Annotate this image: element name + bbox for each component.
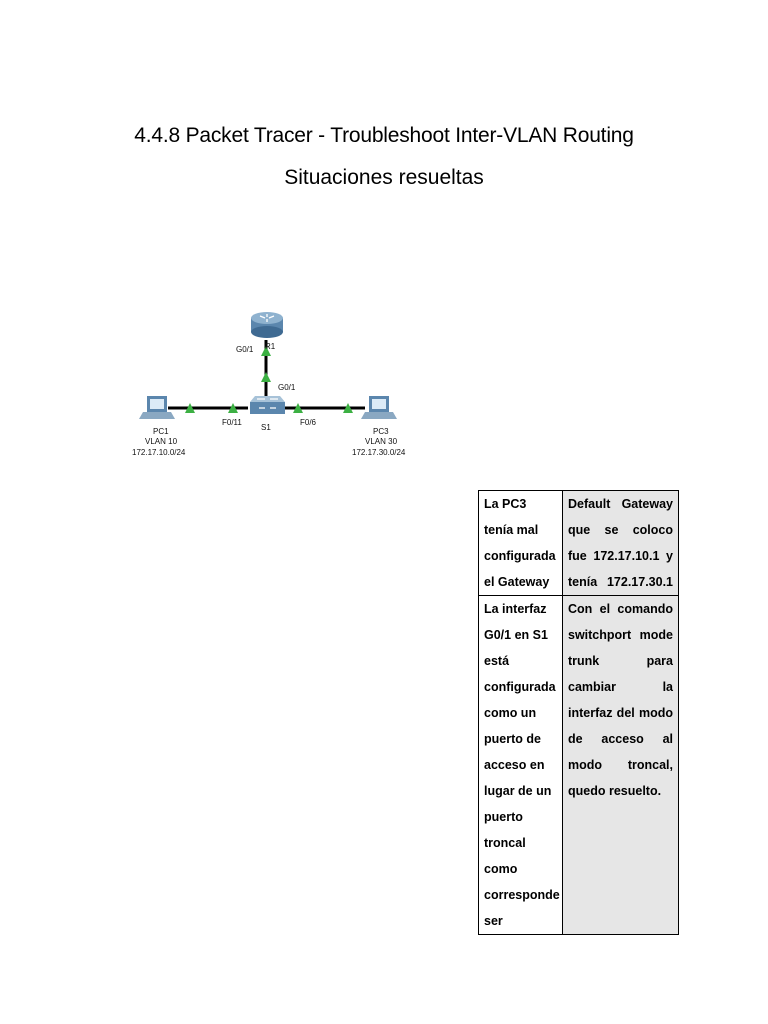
solution-cell: Con el comando switchport mode trunk para cambiar la interfaz del modo de acceso al modo troncal, quedo resuelto. (563, 596, 679, 935)
pc1-vlan-label: VLAN 10 (145, 437, 178, 446)
pc3-computer-icon[interactable] (361, 396, 397, 419)
problem-cell: La PC3 tenía mal configurada el Gateway (479, 491, 563, 596)
router-icon[interactable] (251, 312, 283, 338)
switch-uplink-label: G0/1 (278, 383, 296, 392)
pc3-vlan-label: VLAN 30 (365, 437, 398, 446)
router-port-label: G0/1 (236, 345, 254, 354)
troubleshooting-table (478, 490, 679, 935)
router-name-label: R1 (265, 342, 276, 351)
pc3-name-label: PC3 (373, 427, 389, 436)
table-row (479, 596, 679, 935)
table-row (479, 491, 679, 596)
pc1-port-label: F0/11 (222, 418, 242, 427)
solution-cell: Default Gateway que se coloco fue 172.17.10.1 y tenía 172.17.30.1 (563, 491, 679, 596)
switch-icon[interactable] (250, 396, 285, 414)
page-subtitle: Situaciones resueltas (284, 166, 484, 189)
pc3-port-label: F0/6 (300, 418, 317, 427)
problem-cell: La interfaz G0/1 en S1 está configurada como un puerto de acceso en lugar de un puerto troncal como corresponde ser (479, 596, 563, 935)
network-topology-diagram (120, 300, 440, 470)
link-up-arrow (261, 372, 271, 382)
pc3-network-label: 172.17.30.0/24 (352, 448, 406, 457)
pc1-name-label: PC1 (153, 427, 169, 436)
page-title: 4.4.8 Packet Tracer - Troubleshoot Inter-VLAN Routing (134, 124, 634, 147)
switch-name-label: S1 (261, 423, 271, 432)
pc1-network-label: 172.17.10.0/24 (132, 448, 186, 457)
